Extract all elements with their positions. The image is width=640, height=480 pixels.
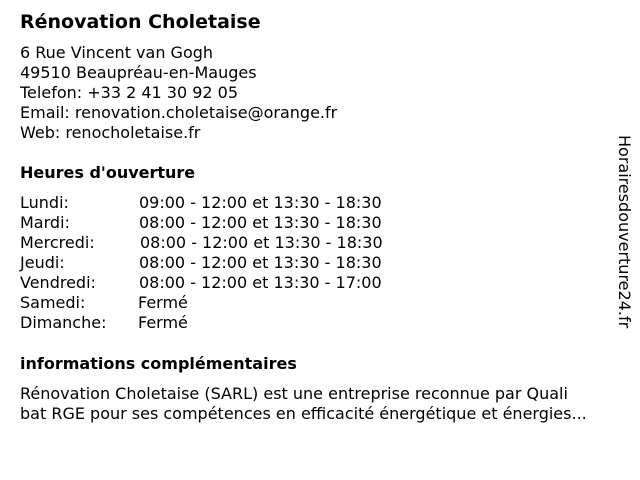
hours-time: 08:00 - 12:00 et 13:30 - 17:00 bbox=[139, 273, 382, 292]
hours-time: 09:00 - 12:00 et 13:30 - 18:30 bbox=[139, 193, 382, 212]
description-line-1: Rénovation Choletaise (SARL) est une entreprise reconnue par Quali bbox=[20, 384, 568, 403]
phone-text: Telefon: +33 2 41 30 92 05 bbox=[20, 83, 239, 102]
hours-day: Mardi: bbox=[20, 213, 70, 232]
contact-block bbox=[20, 43, 337, 143]
business-name: Rénovation Choletaise bbox=[20, 11, 261, 33]
email-text: Email: renovation.choletaise@orange.fr bbox=[20, 103, 338, 122]
business-description bbox=[20, 384, 587, 424]
site-brand-vertical bbox=[612, 135, 636, 343]
hours-time: 08:00 - 12:00 et 13:30 - 18:30 bbox=[139, 253, 382, 272]
info-heading: informations complémentaires bbox=[20, 354, 297, 373]
web-text: Web: renocholetaise.fr bbox=[20, 123, 201, 142]
hours-time: 08:00 - 12:00 et 13:30 - 18:30 bbox=[139, 213, 382, 232]
hours-day: Dimanche: bbox=[20, 313, 107, 332]
hours-day: Mercredi: bbox=[20, 233, 95, 252]
hours-day: Jeudi: bbox=[20, 253, 65, 272]
description-line-2: bat RGE pour ses compétences en efficacité énergétique et énergies... bbox=[20, 404, 587, 423]
hours-day: Vendredi: bbox=[20, 273, 96, 292]
address-line-1: 6 Rue Vincent van Gogh bbox=[20, 43, 214, 62]
hours-day: Lundi: bbox=[20, 193, 69, 212]
address-line-2: 49510 Beaupréau-en-Mauges bbox=[20, 63, 257, 82]
hours-time: Fermé bbox=[138, 293, 188, 312]
hours-heading: Heures d'ouverture bbox=[20, 163, 196, 182]
hours-time: Fermé bbox=[138, 313, 188, 332]
hours-time: 08:00 - 12:00 et 13:30 - 18:30 bbox=[140, 233, 383, 252]
hours-day: Samedi: bbox=[20, 293, 86, 312]
site-brand-text: Horairesdouverture24.fr bbox=[615, 135, 634, 329]
